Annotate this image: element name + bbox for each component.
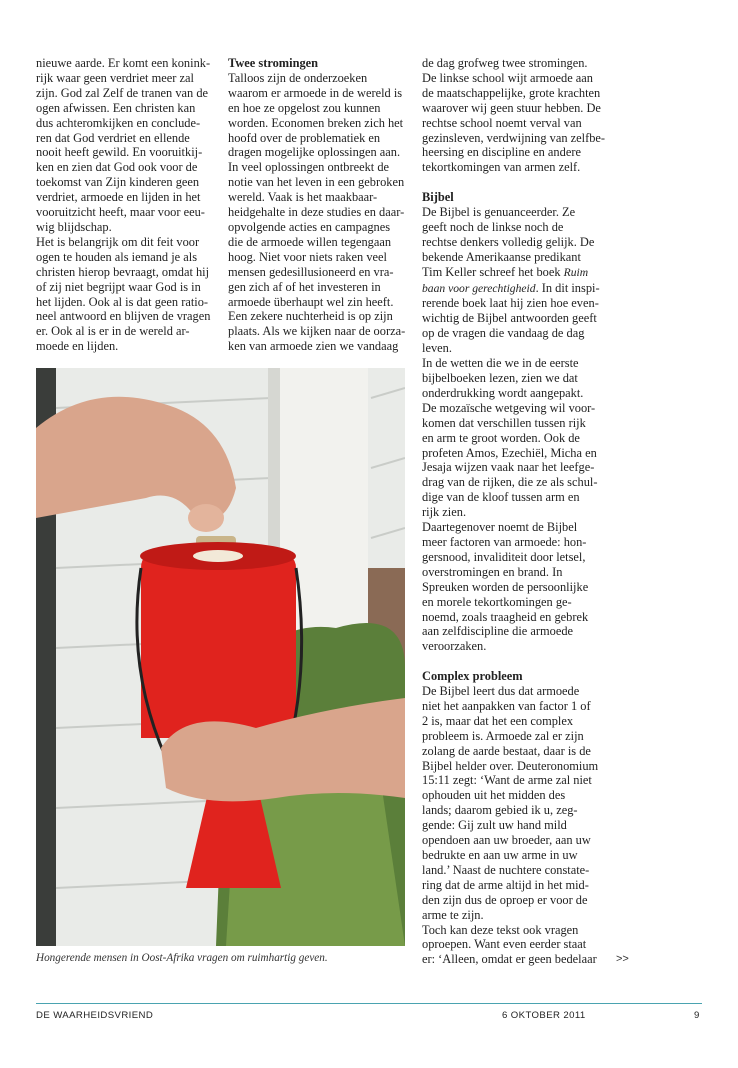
- continued-marker: >>: [616, 953, 629, 965]
- text-line: hoog. Niet voor niets raken veel: [228, 249, 387, 264]
- text-line: Toch kan deze tekst ook vragen: [422, 922, 579, 937]
- text-line: rechtse school noemt verval van: [422, 115, 582, 130]
- spacer: [422, 654, 602, 669]
- text-line: wereld. Vaak is het maakbaar-: [228, 190, 378, 205]
- text-line: hoofd over de problematiek en: [228, 130, 381, 145]
- text-line: worden. Economen breken zich het: [228, 115, 404, 130]
- text-line: bedrukte en aan uw arme in uw: [422, 848, 578, 862]
- spacer: [422, 175, 602, 190]
- text-line: wichtig de Bijbel antwoorden geeft: [422, 311, 597, 326]
- text-line: Jesaja wijzen vaak naar het leefge-: [422, 460, 595, 475]
- text-line: rerende boek laat hij zien hoe even-: [422, 296, 599, 311]
- article-photo: [36, 368, 405, 946]
- text-line: lands; daarom gebied ik u, zeg-: [422, 803, 578, 818]
- text-line: In veel oplossingen ontbreekt de: [228, 160, 390, 175]
- text-line: het lijden. Ook al is dat geen ratio-: [36, 294, 209, 309]
- text-line: De mozaïsche wetgeving wil voor-: [422, 400, 596, 415]
- text-line: Tim Keller schreef het boek Ruim: [422, 264, 589, 279]
- text-line: vooruitzicht heeft, maar voor eeu-: [36, 205, 205, 220]
- text-line: waarover wij geen stuur hebben. De: [422, 100, 601, 115]
- text-line: onderdrukking wordt aangepakt.: [422, 385, 584, 400]
- text-line: heersing en discipline en andere: [422, 145, 581, 160]
- text-line: er: ‘Alleen, omdat er geen bedelaar: [422, 952, 597, 967]
- text-line: ophouden uit het midden des: [422, 788, 566, 803]
- text-line: tekortkomingen van armen zelf.: [422, 160, 581, 175]
- text-line: arme te zijn.: [422, 907, 484, 922]
- text-line: zijn. God zal Zelf de tranen van de: [36, 85, 209, 100]
- section-heading: Twee stromingen: [228, 56, 319, 70]
- text-line: en arm te groot worden. Ook de: [422, 430, 580, 445]
- text-line: rechtse denkers volledig gelijk. De: [422, 234, 595, 249]
- text-line: rijk zien.: [422, 505, 467, 520]
- text-line: 15:11 zegt: ‘Want de arme zal niet: [422, 773, 592, 788]
- text-line: meer factoren van armoede: hon-: [422, 534, 587, 549]
- text-line: heidgehalte in deze studies en daar-: [228, 205, 405, 220]
- text-line: wig blijdschap.: [36, 219, 112, 234]
- text-line: noemd, zoals traagheid en gebrek: [422, 609, 589, 624]
- text-line: notie van het leven in een gebroken: [228, 175, 405, 190]
- text-line: probleem is. Armoede zal er zijn: [422, 728, 584, 743]
- text-line: plaats. Als we kijken naar de oorza-: [228, 324, 406, 339]
- text-line: baan voor gerechtigheid. In dit inspi-: [422, 280, 600, 295]
- text-line: christen hierop bevraagt, omdat hij: [36, 264, 210, 279]
- text-line: neel antwoord en blijven de vragen: [36, 309, 211, 324]
- text-line: Bijbel helder over. Deuteronomium: [422, 758, 599, 773]
- text-line: mensen gedesillusioneerd en vra-: [228, 264, 394, 279]
- footer-page-number: 9: [694, 1010, 700, 1021]
- text-line: Talloos zijn de onderzoeken: [228, 70, 368, 85]
- text-line: armoede überhaupt wel zin heeft.: [228, 294, 394, 309]
- text-line: In de wetten die we in de eerste: [422, 356, 579, 371]
- section-heading: Complex probleem: [422, 669, 523, 684]
- text-line: gen zich af of het investeren in: [228, 279, 381, 294]
- text-line: bekende Amerikaanse predikant: [422, 249, 581, 264]
- text-line: gersnood, invaliditeit door letsel,: [422, 549, 586, 564]
- text-line: Daartegenover noemt de Bijbel: [422, 520, 578, 535]
- text-line: ring dat de arme altijd in het mid-: [422, 877, 589, 892]
- text-line: dige van de kloof tussen arm en: [422, 490, 580, 505]
- text-line: Spreuken worden de persoonlijke: [422, 579, 589, 594]
- section-heading: Bijbel: [422, 190, 454, 205]
- text-line: drag van de rijken, die ze als schul-: [422, 475, 598, 490]
- text-line: De Bijbel leert dus dat armoede: [422, 684, 580, 699]
- text-line: komen dat verschillen tussen rijk: [422, 415, 586, 430]
- text-line: dus achteromkijken en conclude-: [36, 115, 201, 130]
- text-line: profeten Amos, Ezechiël, Micha en: [422, 445, 597, 460]
- text-line: niet het aanpakken van factor 1 of: [422, 698, 591, 713]
- text-line: ken van armoede zien we vandaag: [228, 339, 399, 354]
- text-line: rijk waar geen verdriet meer zal: [36, 70, 194, 85]
- text-line: De linkse school wijt armoede aan: [422, 70, 594, 85]
- text-line: leven.: [422, 341, 452, 356]
- text-line: nieuwe aarde. Er komt een konink-: [36, 56, 211, 70]
- article-column-2: [228, 56, 408, 354]
- footer-publication: DE WAARHEIDSVRIEND: [36, 1010, 154, 1021]
- text-line: toekomst van Zijn kinderen geen: [36, 175, 200, 190]
- text-line: er. Ook al is er in de wereld ar-: [36, 324, 190, 339]
- text-line: Een zekere nuchterheid is op zijn: [228, 309, 393, 324]
- text-line: land.’ Naast de nuchtere constate-: [422, 862, 590, 877]
- text-line: ogen te houden als iemand je als: [36, 249, 198, 264]
- text-line: en hoe ze opgelost zou kunnen: [228, 100, 381, 115]
- book-title: baan voor gerechtigheid: [422, 281, 536, 295]
- text-line: overstromingen en brand. In: [422, 564, 563, 579]
- text-line: op de vragen die vandaag de dag: [422, 326, 585, 341]
- book-title: Ruim: [563, 265, 589, 279]
- text-line: oproepen. Want even eerder staat: [422, 937, 587, 952]
- text-line: ren dat God verdriet en ellende: [36, 130, 190, 145]
- text-line: moede en lijden.: [36, 339, 119, 354]
- text-line: die de armoede willen tegengaan: [228, 234, 392, 249]
- text-line: bijbelboeken lezen, zien we dat: [422, 371, 578, 386]
- text-line: opvolgende acties en campagnes: [228, 219, 391, 234]
- text-line: gende: Gij zult uw hand mild: [422, 818, 567, 833]
- text-line: en morele tekortkomingen ge-: [422, 594, 572, 609]
- text-line: ken en zien dat God ook voor de: [36, 160, 198, 175]
- text-line: geeft noch de linkse noch de: [422, 219, 564, 234]
- text-line: verdriet, armoede en lijden in het: [36, 190, 201, 205]
- text-line: aan zelfdiscipline die armoede: [422, 624, 574, 639]
- article-column-3: [422, 56, 606, 967]
- text-line: waarom er armoede in de wereld is: [228, 85, 403, 100]
- footer-rule: [36, 1003, 702, 1004]
- text-line: De Bijbel is genuanceerder. Ze: [422, 205, 576, 220]
- text-line: de dag grofweg twee stromingen.: [422, 56, 588, 70]
- footer-date: 6 OKTOBER 2011: [502, 1010, 586, 1021]
- text-line: zolang de aarde bestaat, daar is de: [422, 743, 591, 758]
- text-line: Het is belangrijk om dit feit voor: [36, 234, 200, 249]
- text-line: gezinsleven, verdwijning van zelfbe-: [422, 130, 606, 145]
- photo-caption: Hongerende mensen in Oost-Afrika vragen om ruimhartig geven.: [36, 952, 328, 964]
- text-line: opendoen aan uw broeder, aan uw: [422, 833, 591, 848]
- collection-can-photo: [36, 368, 405, 946]
- text-line: ogen afwissen. Een christen kan: [36, 100, 196, 115]
- text-line: nooit heeft gewild. En vooruitkij-: [36, 145, 203, 160]
- article-column-1: [36, 56, 216, 354]
- text-line: de maatschappelijke, grote krachten: [422, 85, 601, 100]
- text-line: dragen mogelijke oplossingen aan.: [228, 145, 401, 160]
- text-line: 2 is, maar dat het een complex: [422, 713, 574, 728]
- text-line: of zij niet begrijpt waar God is in: [36, 279, 201, 294]
- text-line: veroorzaken.: [422, 639, 487, 654]
- text-line: den zijn dus de oproep er voor de: [422, 892, 588, 907]
